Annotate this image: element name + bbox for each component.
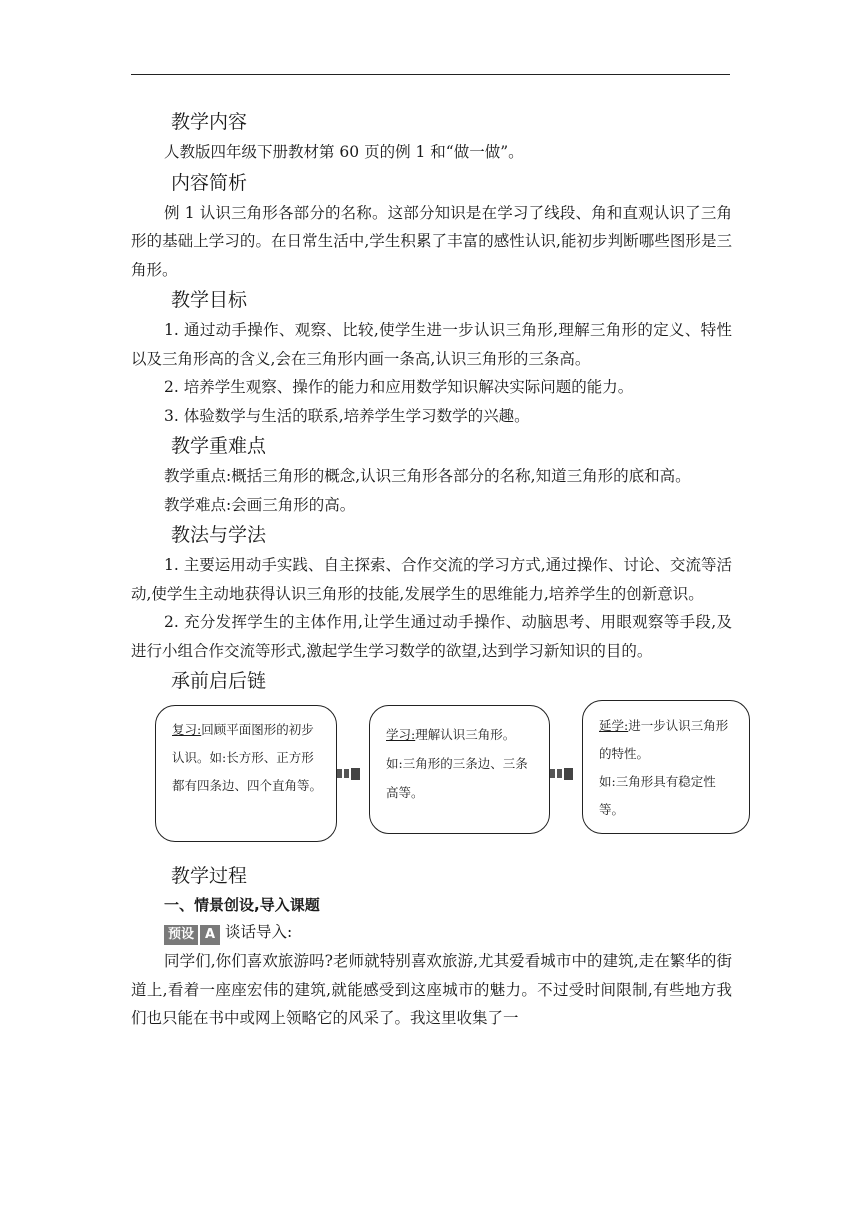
arrow-right-icon — [337, 763, 369, 779]
preset-badge: 预设 A — [164, 919, 220, 947]
section-title-key-points: 教学重难点 — [171, 435, 267, 457]
chain-tag: 学习: — [386, 727, 416, 742]
goal-item: 1. 通过动手操作、观察、比较,使学生进一步认识三角形,理解三角形的定义、特性以及三角形高的含义,会在三角形内画一条高,认识三角形的三条高。 — [131, 321, 732, 368]
chain-tag: 延学: — [599, 718, 629, 733]
chain-text: 回顾平面图形的初步认识。如:长方形、正方形都有四条边、四个直角等。 — [172, 722, 323, 793]
chain-box-learn — [369, 705, 550, 834]
step-lead: 谈话导入: — [225, 923, 293, 941]
goal-item: 2. 培养学生观察、操作的能力和应用数学知识解决实际问题的能力。 — [164, 378, 634, 396]
section-title-content: 教学内容 — [171, 111, 248, 133]
chain-text: 理解认识三角形。 — [415, 727, 516, 742]
chain-box-extend — [582, 700, 750, 834]
step-text: 同学们,你们喜欢旅游吗?老师就特别喜欢旅游,尤其爱看城市中的建筑,走在繁华的街道上,看着一座座宏伟的建筑,就能感受到这座城市的魅力。不过受时间限制,有些地方我们也只能在书中或网上领略它的风采了。我这里收集了一 — [131, 952, 732, 1027]
chain-box-review — [155, 705, 337, 842]
section-title-chain: 承前启后链 — [171, 670, 267, 692]
difficult-point-text: 教学难点:会画三角形的高。 — [164, 495, 356, 514]
section-title-goals: 教学目标 — [171, 289, 248, 311]
chain-text-example: 如:三角形的三条边、三条高等。 — [386, 756, 528, 800]
section-title-analysis: 内容简析 — [171, 171, 248, 194]
step-title: 一、情景创设,导入课题 — [164, 896, 320, 914]
section-title-process: 教学过程 — [171, 865, 248, 887]
method-item: 1. 主要运用动手实践、自主探索、合作交流的学习方式,通过操作、讨论、交流等活动,使学生主动地获得认识三角形的技能,发展学生的思维能力,培养学生的创新意识。 — [131, 556, 732, 603]
chain-diagram — [131, 705, 732, 850]
chain-text: 进一步认识三角形的特性。 — [599, 718, 729, 761]
header-rule — [131, 74, 730, 75]
section-title-methods: 教法与学法 — [171, 524, 267, 546]
analysis-text: 例 1 认识三角形各部分的名称。这部分知识是在学习了线段、角和直观认识了三角形的基础上学习的。在日常生活中,学生积累了丰富的感性认识,能初步判断哪些图形是三角形。 — [131, 203, 732, 279]
arrow-right-icon — [550, 763, 582, 779]
chain-text-example: 如:三角形具有稳定性等。 — [599, 774, 716, 817]
preset-line — [131, 918, 732, 947]
method-item: 2. 充分发挥学生的主体作用,让学生通过动手操作、动脑思考、用眼观察等手段,及进行小组合作交流等形式,激起学生学习数学的欲望,达到学习新知识的目的。 — [131, 613, 732, 660]
key-point-text: 教学重点:概括三角形的概念,认识三角形各部分的名称,知道三角形的底和高。 — [164, 467, 691, 485]
chain-tag: 复习: — [172, 722, 202, 737]
goal-item: 3. 体验数学与生活的联系,培养学生学习数学的兴趣。 — [164, 406, 530, 425]
content-text: 人教版四年级下册教材第 60 页的例 1 和“做一做”。 — [164, 143, 524, 161]
document-body — [131, 106, 732, 1033]
